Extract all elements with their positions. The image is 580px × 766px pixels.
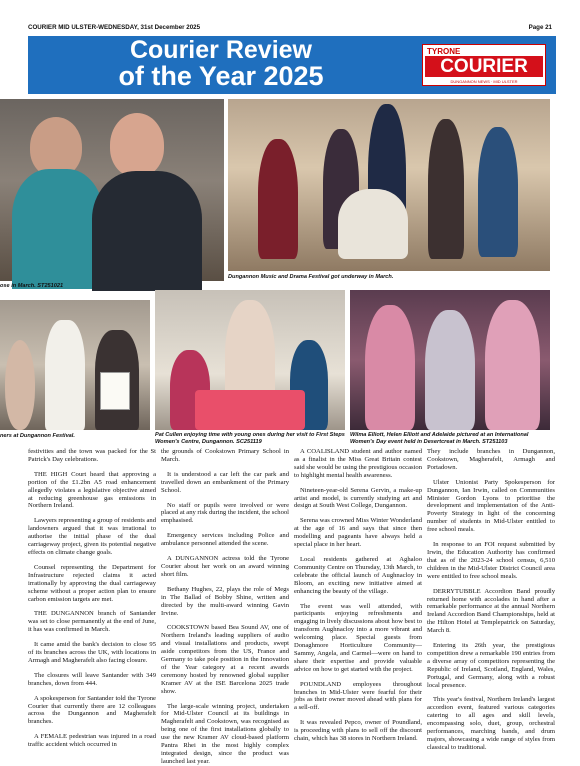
photo-figure [478,127,518,257]
photo-figure [485,300,540,430]
caption-photo-2: Dungannon Music and Drama Festival got underway in March. [228,274,394,280]
photo-figure [425,310,475,430]
column-paragraph: Local residents gathered at Aghaloo Community Centre on Thursday, 13th March, to celebrate the official launch of Aughnacloy in Bloom, an exciting new initiative aimed at enhancing the beauty of the village. [294,555,422,595]
text-column-4 [427,448,555,751]
column-paragraph: The event was well attended, with participants enjoying refreshments and engaging in lively discussions about how best to transform Aughnacloy into a more vibrant and welcoming place. Special guests from Donaghmore Horticulture Community—Sammy, Angela, and Carmel—were on hand to share their expertise and provide valuable advice on how to get started with the project. [294,602,422,673]
column-paragraph: Lawyers representing a group of residents and landowners argued that it was irrational to authorise the initial phase of the dual carriageway project, given its potential negative effects on climate change goals. [28,517,156,556]
column-paragraph: Bethany Hughes, 22, plays the role of Megs in The Ballad of Bobby Shine, written and directed by the multi-award winning Gavin Irvine. [161,585,289,617]
column-paragraph: festivities and the town was packed for the St Patrick's Day celebrations. [28,448,156,463]
column-paragraph: A spokesperson for Santander told the Tyrone Courier that currently there are 12 colleagues across the Dungannon and Magherafelt branches. [28,694,156,726]
photo-figure [338,189,408,259]
column-paragraph: This year's festival, Northern Ireland's largest accordion event, featured various categories catering to all ages and skill levels, encompassing solo, duet, group, orchestral performances, marching bands, and drum majors, showcasing a wide range of styles from classical to traditional. [427,696,555,751]
column-paragraph: THE HIGH Court heard that approving a portion of the £1.2bn A5 road enhancement allegedly violates a legislative objective aimed at reducing greenhouse gas emissions in Northern Ireland. [28,470,156,510]
photo-two-men [0,99,224,281]
banner-title-line2: of the Year 2025 [118,61,324,91]
photo-pat-cullen-visit [155,290,345,430]
column-paragraph: Counsel representing the Department for Infrastructure rejected claims it acted irrationally by approving the dual carriageway scheme without a proper action plan to ensure carbon emission targets are met. [28,563,156,603]
column-paragraph: DERRYTUBBLE Accordion Band proudly returned home with accolades in hand after a remarkable performance at the annual Northern Ireland Accordion Band Championships, held at the Hilton Hotel at Templepatrick on Saturday, March 8. [427,587,555,635]
photo-figure [45,320,85,430]
photo-figure [92,171,202,291]
column-paragraph: They include branches in Dungannon, Cookstown, Magherafelt, Armagh and Portadown. [427,448,555,471]
column-paragraph: A DUNGANNON actress told the Tyrone Courier about her work on an award winning short film. [161,555,289,578]
photo-figure [365,305,415,430]
photo-figure [428,119,464,259]
photo-figure [12,169,104,289]
column-paragraph: THE DUNGANNON branch of Santander was set to close permanently at the end of June, it has was confirmed in March. [28,610,156,634]
column-paragraph: Serena was crowned Miss Winter Wonderland at the age of 16 and says that since then modelling and pageants have always held a special place in her heart. [294,517,422,549]
photo-figure [258,139,298,259]
photo-figure [110,113,164,177]
caption-photo-4: Pat Cullen enjoying time with young ones during her visit to First Steps Women's Centre, Dungannon. SC251119 [155,432,345,445]
column-paragraph: It is understood a car left the car park and travelled down an embankment of the Primary School. [161,470,289,494]
photo-womens-day [350,290,550,430]
certificate-prop [100,372,130,410]
column-paragraph: A FEMALE pedestrian was injured in a road traffic accident which occurred in [28,733,156,749]
column-paragraph: POUNDLAND employees throughout branches in Mid-Ulster were fearful for their jobs as their owner moved ahead with plans for a sell-off. [294,680,422,712]
header-dateline: COURIER MID ULSTER-WEDNESDAY, 31st December 2025 [28,24,201,31]
column-paragraph: It came amid the bank's decision to close 95 of its branches across the UK, with locations in Armagh and Magherafelt also facing closure. [28,641,156,664]
logo-tagline: DUNGANNON NEWS · MID ULSTER [450,79,518,84]
column-paragraph: Entering its 26th year, the prestigious competition drew a remarkable 190 entries from a diverse array of competitors representing the Republic of Ireland, Scotland, England, Wales, Portugal, and Germany, along with a robust local presence. [427,642,555,689]
section-banner [28,36,556,94]
column-paragraph: Ulster Unionist Party Spokesperson for Dungannon, Ian Irwin, called on Communities Minister Gordon Lyons to prioritise the development and implementation of the Anti-Poverty Strategy in light of the concerning number of students in Mid-Ulster entitled to free school meals. [427,478,555,534]
logo-tyrone: TYRONE [427,47,461,56]
photo-festival-group [228,99,550,271]
column-paragraph: The closures will leave Santander with 349 branches, down from 444. [28,671,156,687]
column-paragraph: Emergency services including Police and ambulance personnel attended the scene. [161,532,289,548]
column-paragraph: The large-scale winning project, undertaken for Mid-Ulster Council at its buildings in Magherafelt and Cookstown, was recognised as being one of the first installations globally to use the new Kramer AV cloud-based platform Pantra Rhei in the most highly complex integrated design, since the product was launched last year. [161,702,289,765]
column-paragraph: It was revealed Pepco, owner of Poundland, is proceeding with plans to sell off the discount chain, which has 38 stores in Northern Ireland. [294,719,422,743]
photo-festival-winners [0,300,150,430]
caption-photo-3: ners at Dungannon Festival. [0,433,75,439]
page-header [28,23,552,32]
column-paragraph: the grounds of Cookstown Primary School in March. [161,448,289,463]
text-column-1 [28,448,156,749]
header-page-number: Page 21 [528,24,552,31]
banner-title-line1: Courier Review [129,36,312,64]
photo-figure [30,117,82,177]
text-column-2 [161,448,289,765]
column-paragraph: COOKSTOWN based Bea Sound AV, one of Northern Ireland's leading suppliers of audio and visual installations and products, swept aside competitors from the US, France and Germany to take pole position in the Innovation of the Year category at a recent awards ceremony hosted by renowned global supplier Kramer AV at the ISE Barcelona 2025 trade show. [161,624,289,695]
caption-photo-5: Wilma Elliott, Helen Elliott and Adelaide pictured at an International Women's Day event held in Desertcreat in March. ST251103 [350,432,529,445]
column-paragraph: Nineteen-year-old Serena Gervin, a make-up artist and model, is currently studying art and design at South West College, Dungannon. [294,486,422,510]
courier-logo [422,44,546,86]
toy-table-prop [195,390,305,430]
text-column-3 [294,448,423,743]
photo-figure [5,340,35,430]
column-paragraph: A COALISLAND student and author named as a finalist in the Miss Great Britain contest said she would be using the prestigious occasion to highlight mental health awareness. [294,448,423,479]
caption-photo-1: ose in March. ST251021 [0,283,64,289]
column-paragraph: No staff or pupils were involved or were placed at any risk during the incident, the school emphasised. [161,501,289,525]
logo-courier: COURIER [425,56,543,77]
column-paragraph: In response to an FOI request submitted by Irwin, the Education Authority has confirmed that as of the 2023-24 school census, 6,510 children in the Mid-Ulster District Council area were entitled to free school meals. [427,541,555,580]
